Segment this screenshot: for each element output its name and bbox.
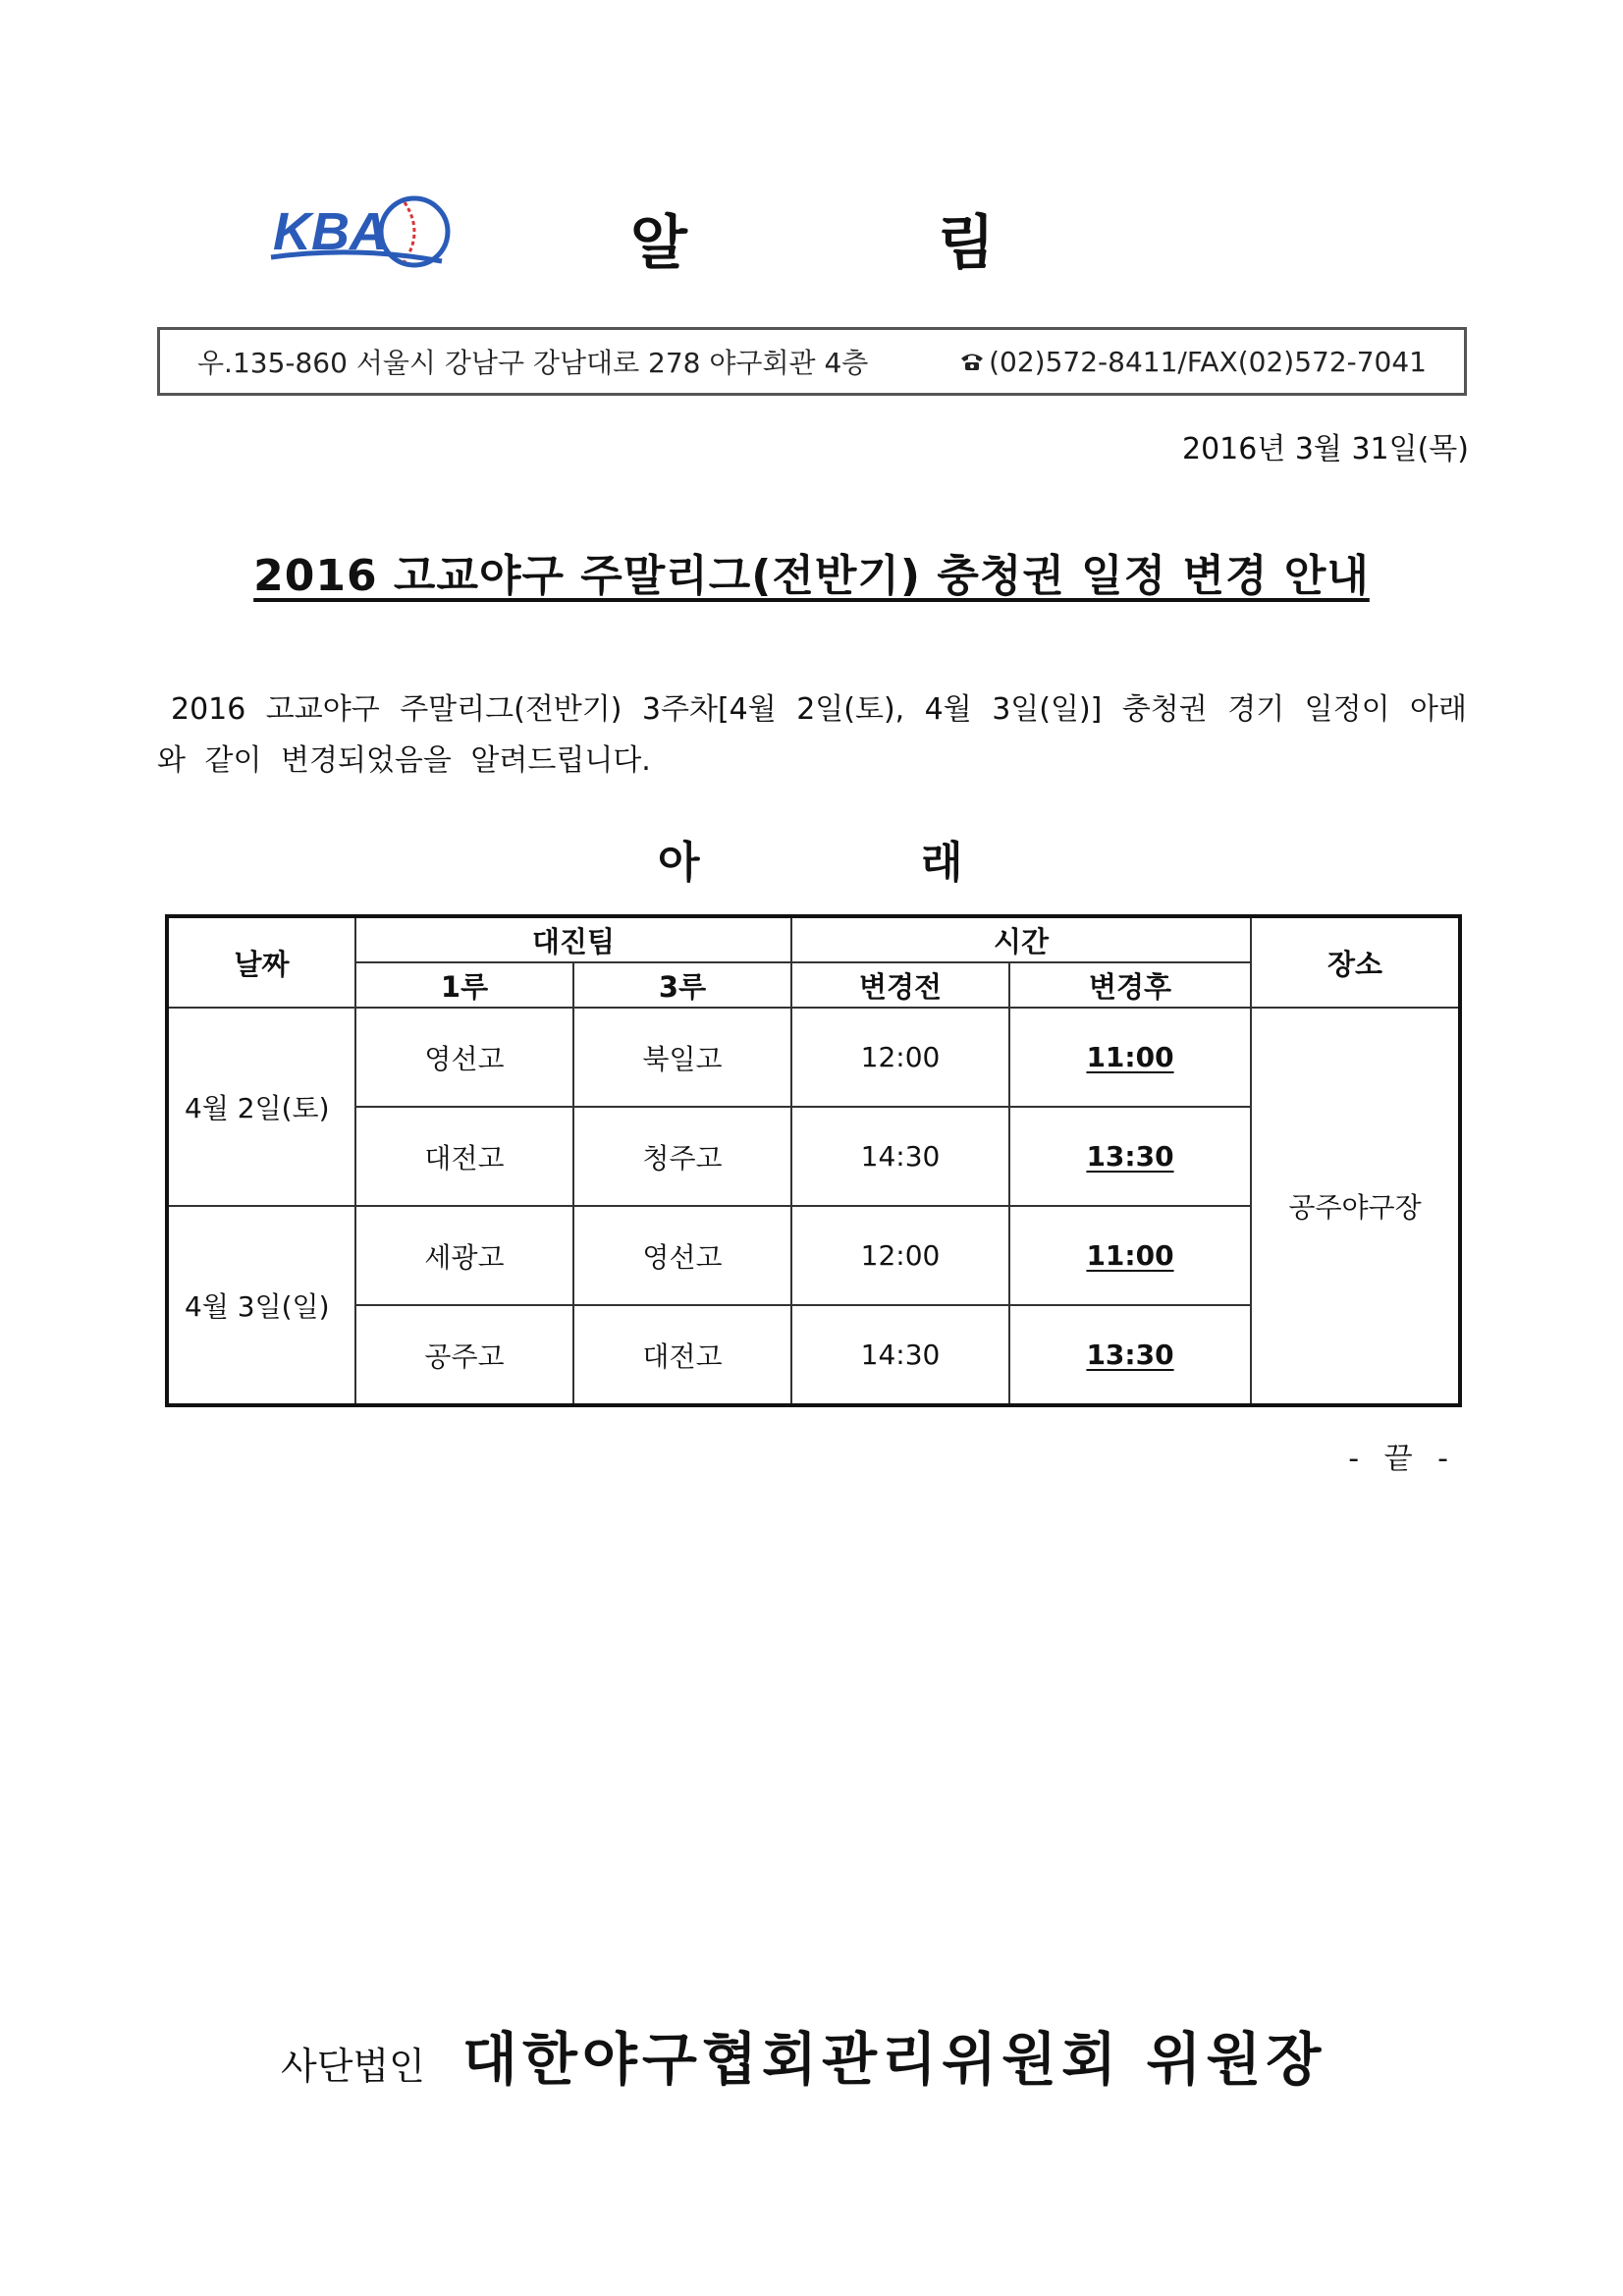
time-before: 14:30 [791, 1107, 1009, 1206]
date-cell: 4월 2일(토) [167, 1008, 355, 1206]
header-third-base: 3루 [573, 962, 791, 1008]
time-after: 11:00 [1009, 1008, 1251, 1107]
header-first-base: 1루 [355, 962, 573, 1008]
time-before: 12:00 [791, 1008, 1009, 1107]
phone-fax [959, 346, 1427, 378]
document-date: 2016년 3월 31일(목) [1181, 432, 1469, 466]
third-base-team: 북일고 [573, 1008, 791, 1107]
header-venue: 장소 [1251, 916, 1460, 1008]
header-before: 변경전 [791, 962, 1009, 1008]
first-base-team: 영선고 [355, 1008, 573, 1107]
header-after: 변경후 [1009, 962, 1251, 1008]
phone-icon [959, 346, 985, 378]
first-base-team: 공주고 [355, 1305, 573, 1405]
date-cell: 4월 3일(일) [167, 1206, 355, 1405]
phone-fax-text: (02)572-8411/FAX(02)572-7041 [989, 345, 1427, 378]
table-header-row [167, 916, 1460, 962]
time-after: 11:00 [1009, 1206, 1251, 1305]
document-title: 2016 고교야구 주말리그(전반기) 충청권 일정 변경 안내 [253, 551, 1370, 601]
logo-text: KBA [273, 202, 388, 261]
schedule-table [165, 914, 1462, 1407]
header-teams: 대진팀 [355, 916, 791, 962]
document-body: 2016 고교야구 주말리그(전반기) 3주차[4월 2일(토), 4월 3일(일)] 충청권 경기 일정이 아래와 같이 변경되었음을 알려드립니다. [157, 692, 1467, 778]
time-before: 12:00 [791, 1206, 1009, 1305]
signature-prefix: 사단법인 [281, 2045, 425, 2088]
first-base-team: 대전고 [355, 1107, 573, 1206]
signature-name: 대한야구협회관리위원회 위원장 [461, 2026, 1326, 2093]
end-mark: - 끝 - [1348, 1442, 1456, 1476]
third-base-team: 대전고 [573, 1305, 791, 1405]
table-row [167, 1008, 1460, 1107]
header-date: 날짜 [167, 916, 355, 1008]
address-box [157, 327, 1467, 396]
time-before: 14:30 [791, 1305, 1009, 1405]
kba-logo-graphic [267, 185, 463, 283]
address-text: 우.135-860 서울시 강남구 강남대로 278 야구회관 4층 [197, 347, 869, 379]
third-base-team: 영선고 [573, 1206, 791, 1305]
time-after: 13:30 [1009, 1305, 1251, 1405]
below-heading-char-2: 래 [921, 838, 963, 888]
first-base-team: 세광고 [355, 1206, 573, 1305]
venue-cell: 공주야구장 [1251, 1008, 1460, 1405]
header-time: 시간 [791, 916, 1251, 962]
below-heading-char-1: 아 [658, 838, 700, 888]
notice-heading-char-2: 림 [938, 209, 995, 278]
notice-heading-char-1: 알 [630, 209, 687, 278]
kba-logo [267, 185, 463, 283]
signature [281, 2013, 1325, 2096]
time-after: 13:30 [1009, 1107, 1251, 1206]
third-base-team: 청주고 [573, 1107, 791, 1206]
